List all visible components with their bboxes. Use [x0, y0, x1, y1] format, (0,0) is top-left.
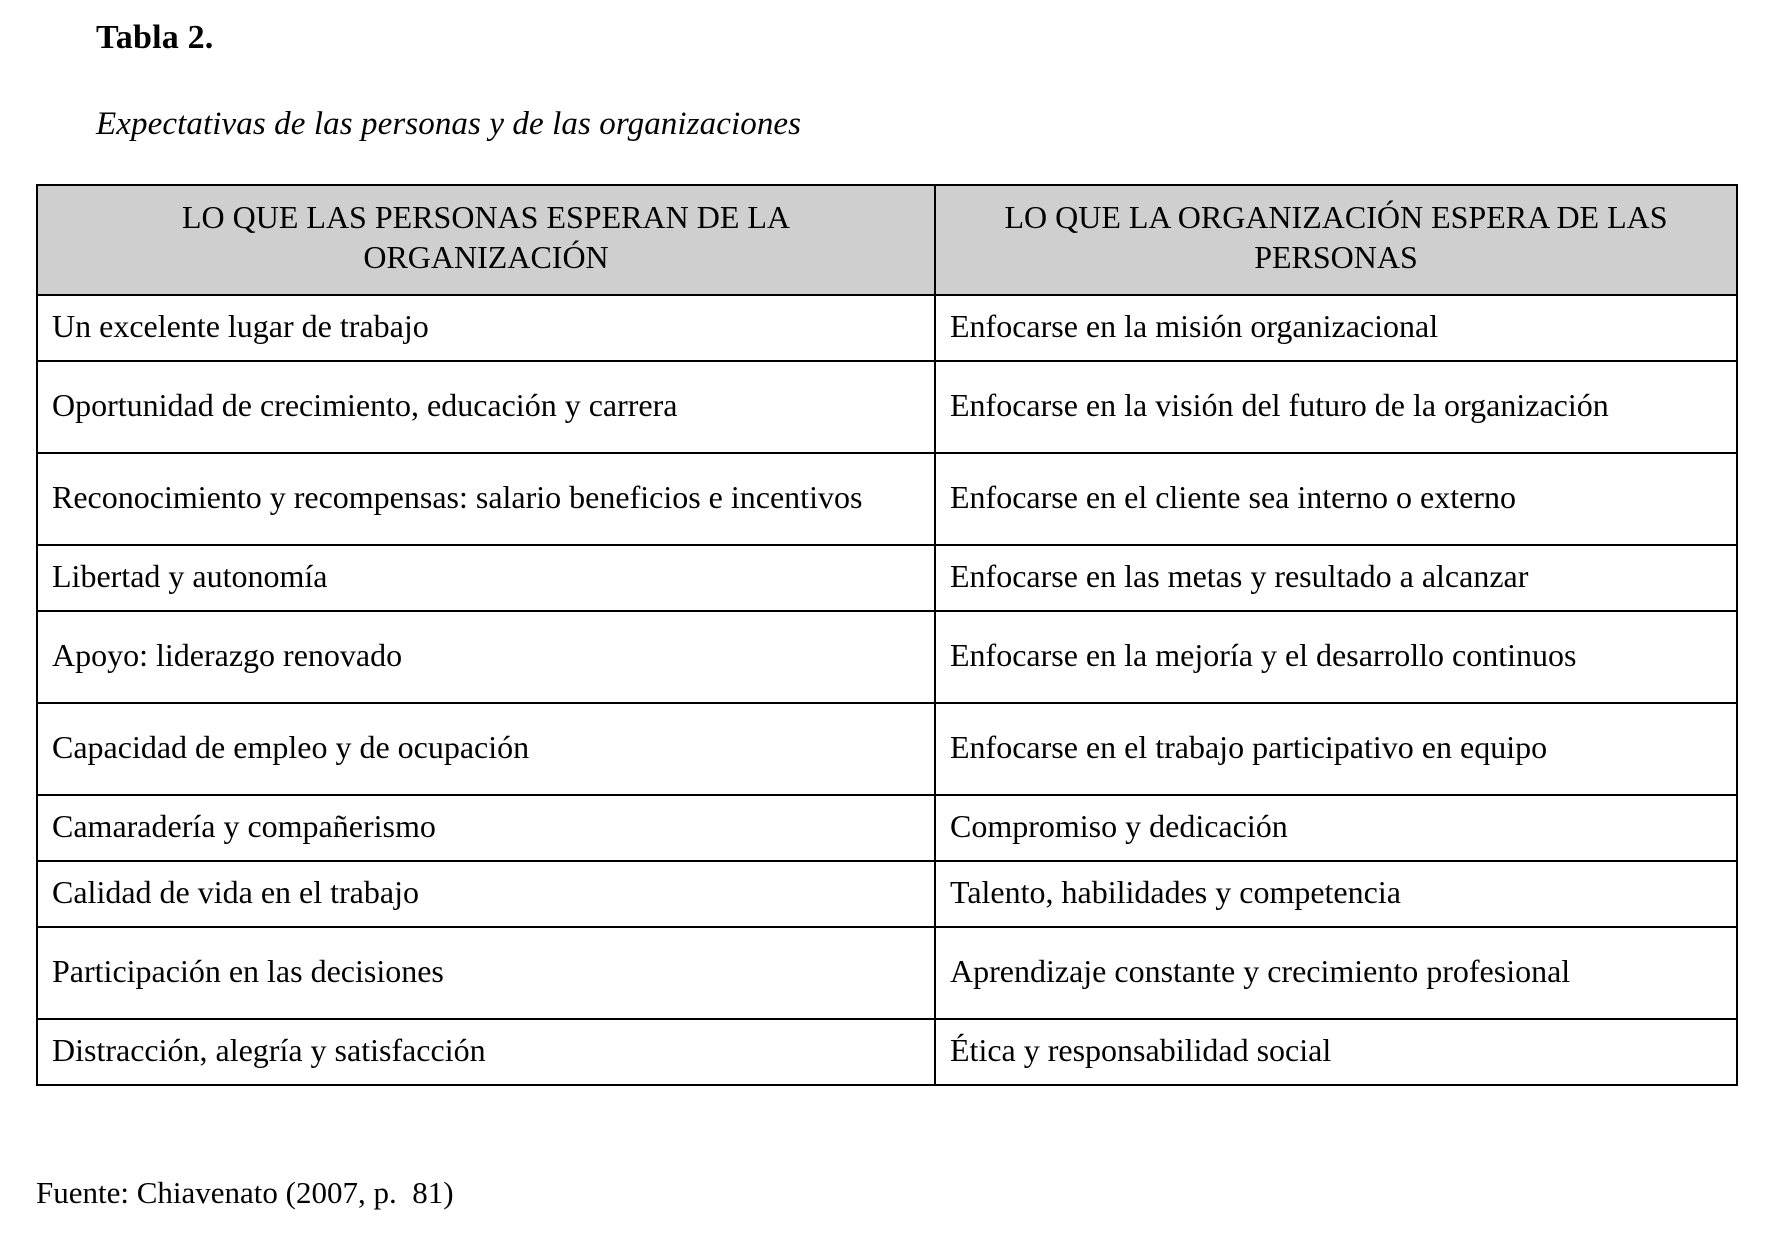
cell-personas: Un excelente lugar de trabajo: [37, 295, 935, 361]
table-body: [37, 295, 1737, 1085]
cell-organizacion: Ética y responsabilidad social: [935, 1019, 1737, 1085]
cell-organizacion: Enfocarse en las metas y resultado a alcanzar: [935, 545, 1737, 611]
source-note: Fuente: Chiavenato (2007, p. 81): [36, 1175, 454, 1210]
cell-personas: Participación en las decisiones: [37, 927, 935, 1019]
table-header-row: [37, 185, 1737, 295]
cell-personas: Oportunidad de crecimiento, educación y carrera: [37, 361, 935, 453]
table-number-label: Tabla 2.: [96, 19, 214, 56]
table-row: [37, 361, 1737, 453]
table-row: [37, 795, 1737, 861]
expectations-table-container: [36, 184, 1736, 1086]
table-row: [37, 453, 1737, 545]
table-row: [37, 861, 1737, 927]
cell-personas: Apoyo: liderazgo renovado: [37, 611, 935, 703]
table-row: [37, 703, 1737, 795]
table-header: [37, 185, 1737, 295]
cell-organizacion: Enfocarse en la mejoría y el desarrollo continuos: [935, 611, 1737, 703]
cell-organizacion: Compromiso y dedicación: [935, 795, 1737, 861]
table-row: [37, 545, 1737, 611]
cell-organizacion: Enfocarse en la visión del futuro de la organización: [935, 361, 1737, 453]
cell-personas: Reconocimiento y recompensas: salario beneficios e incentivos: [37, 453, 935, 545]
cell-organizacion: Talento, habilidades y competencia: [935, 861, 1737, 927]
cell-personas: Libertad y autonomía: [37, 545, 935, 611]
cell-organizacion: Enfocarse en el trabajo participativo en equipo: [935, 703, 1737, 795]
cell-personas: Camaradería y compañerismo: [37, 795, 935, 861]
table-row: [37, 611, 1737, 703]
column-header-organizacion: LO QUE LA ORGANIZACIÓN ESPERA DE LAS PERSONAS: [935, 185, 1737, 295]
cell-organizacion: Enfocarse en el cliente sea interno o externo: [935, 453, 1737, 545]
cell-organizacion: Enfocarse en la misión organizacional: [935, 295, 1737, 361]
expectations-table: [36, 184, 1738, 1086]
cell-organizacion: Aprendizaje constante y crecimiento profesional: [935, 927, 1737, 1019]
table-row: [37, 927, 1737, 1019]
table-caption: Expectativas de las personas y de las organizaciones: [96, 106, 802, 142]
table-row: [37, 295, 1737, 361]
table-row: [37, 1019, 1737, 1085]
cell-personas: Calidad de vida en el trabajo: [37, 861, 935, 927]
cell-personas: Distracción, alegría y satisfacción: [37, 1019, 935, 1085]
column-header-personas: LO QUE LAS PERSONAS ESPERAN DE LA ORGANIZACIÓN: [37, 185, 935, 295]
cell-personas: Capacidad de empleo y de ocupación: [37, 703, 935, 795]
